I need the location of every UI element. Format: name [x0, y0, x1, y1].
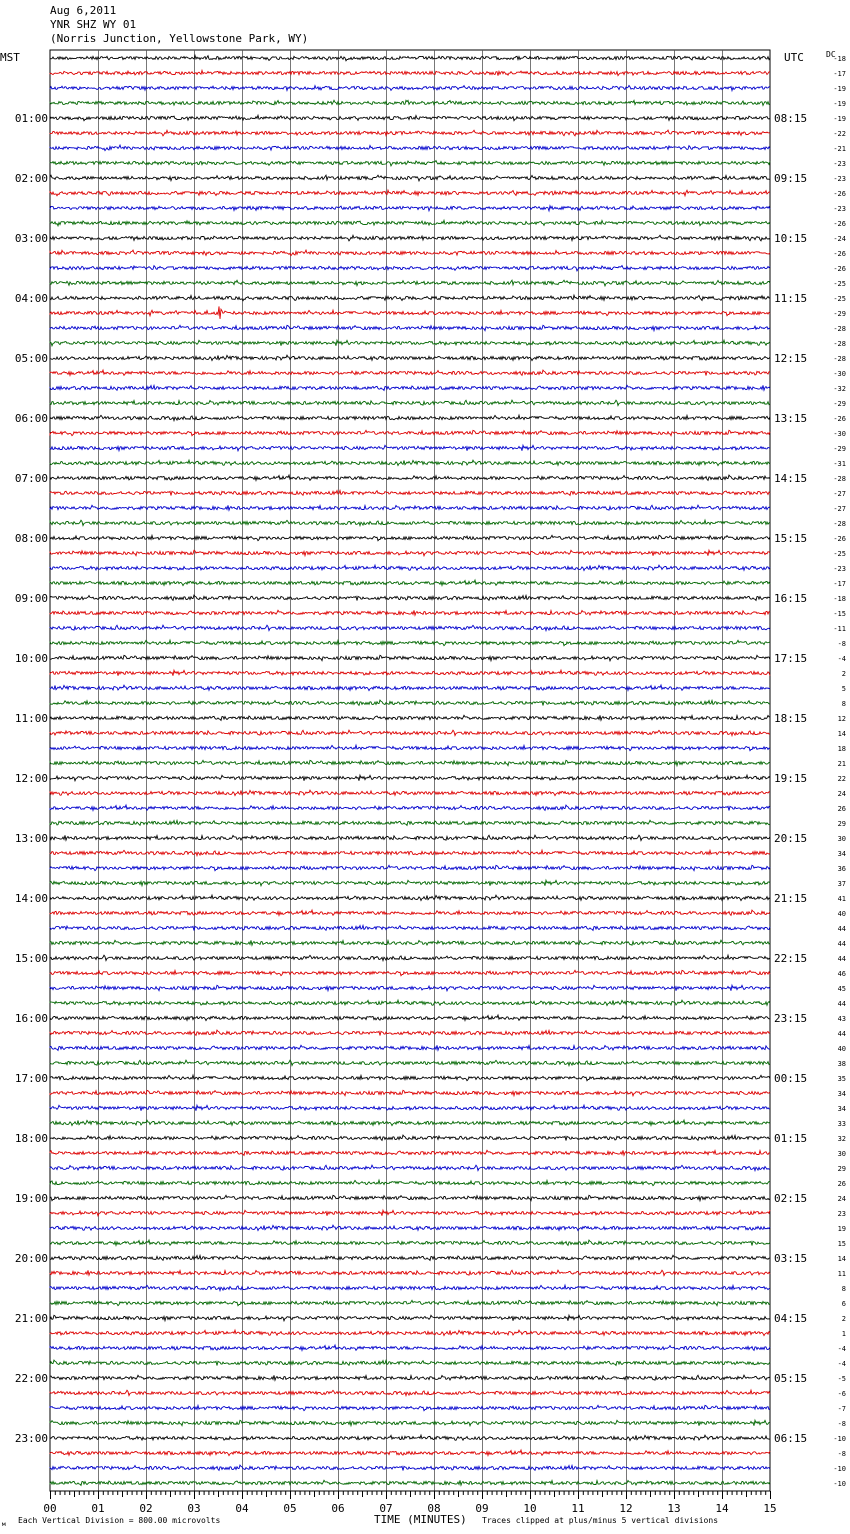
trace-row-30: [50, 505, 770, 510]
dc-offset-label: -30: [833, 370, 846, 378]
trace-row-42: [50, 685, 770, 691]
dc-offset-label: 43: [837, 1015, 846, 1023]
trace-row-27: [50, 460, 770, 465]
trace-row-43: [50, 700, 770, 705]
trace-row-74: [50, 1165, 770, 1170]
trace-row-10: [50, 206, 770, 211]
mst-hour-label: 03:00: [14, 232, 48, 245]
utc-hour-label: 13:15: [774, 412, 808, 425]
dc-offset-label: 44: [837, 925, 846, 933]
dc-offset-label: 5: [841, 685, 846, 693]
mst-hour-label: 14:00: [14, 892, 48, 905]
utc-hour-label: 00:15: [774, 1072, 808, 1085]
trace-row-62: [50, 985, 770, 991]
trace-row-60: [50, 955, 770, 960]
dc-offset-label: 8: [841, 700, 846, 708]
dc-offset-label: -24: [833, 235, 846, 243]
dc-offset-label: -7: [837, 1405, 846, 1413]
trace-row-41: [50, 670, 770, 676]
dc-offset-label: 29: [837, 820, 846, 828]
trace-row-4: [50, 115, 770, 120]
dc-offset-label: 26: [837, 805, 846, 813]
mst-hour-label: 11:00: [14, 712, 48, 725]
dc-offset-label: 2: [841, 1315, 846, 1323]
utc-hour-label: 08:15: [774, 112, 808, 125]
dc-offset-label: -21: [833, 145, 846, 153]
trace-row-11: [50, 220, 770, 226]
dc-offset-label: 14: [837, 1255, 846, 1263]
trace-row-2: [50, 86, 770, 91]
dc-offset-label: 21: [837, 760, 846, 768]
x-tick-label: 14: [715, 1502, 729, 1515]
dc-offset-label: -17: [833, 580, 846, 588]
trace-row-82: [50, 1285, 770, 1290]
dc-offset-label: -10: [833, 1465, 846, 1473]
chart-date: Aug 6,2011: [50, 4, 117, 17]
utc-hour-label: 06:15: [774, 1432, 808, 1445]
trace-row-57: [50, 910, 770, 915]
dc-offset-label: 36: [837, 865, 846, 873]
trace-row-51: [50, 820, 770, 825]
trace-row-7: [50, 161, 770, 166]
dc-offset-label: -6: [837, 1390, 846, 1398]
utc-hour-label: 20:15: [774, 832, 808, 845]
utc-hour-label: 18:15: [774, 712, 808, 725]
dc-offset-label: -18: [833, 595, 846, 603]
dc-offset-label: -19: [833, 100, 846, 108]
trace-row-59: [50, 940, 770, 945]
utc-hour-label: 22:15: [774, 952, 808, 965]
mst-hour-label: 04:00: [14, 292, 48, 305]
dc-offset-label: 34: [837, 850, 846, 858]
trace-row-80: [50, 1255, 770, 1260]
plot-frame: [50, 50, 770, 1491]
trace-row-20: [50, 355, 770, 360]
dc-offset-label: 30: [837, 835, 846, 843]
utc-hour-label: 19:15: [774, 772, 808, 785]
dc-offset-label: 32: [837, 1135, 846, 1143]
trace-row-64: [50, 1015, 770, 1021]
trace-row-45: [50, 730, 770, 735]
dc-offset-label: -22: [833, 130, 846, 138]
dc-offset-label: 1: [841, 1330, 846, 1338]
trace-row-14: [50, 266, 770, 271]
trace-row-87: [50, 1360, 770, 1365]
x-tick-label: 08: [427, 1502, 441, 1515]
trace-row-13: [50, 250, 770, 256]
trace-row-47: [50, 760, 770, 765]
trace-row-18: [50, 325, 770, 330]
utc-hour-label: 16:15: [774, 592, 808, 605]
x-tick-label: 04: [235, 1502, 249, 1515]
dc-offset-label: 33: [837, 1120, 846, 1128]
dc-offset-label: -4: [837, 655, 846, 663]
dc-offset-label: -18: [833, 55, 846, 63]
trace-row-54: [50, 865, 770, 870]
dc-offset-label: -26: [833, 220, 846, 228]
trace-row-16: [50, 295, 770, 301]
utc-hour-label: 02:15: [774, 1192, 808, 1205]
trace-row-77: [50, 1210, 770, 1216]
x-tick-label: 03: [187, 1502, 201, 1515]
dc-offset-label: -29: [833, 310, 846, 318]
dc-offset-label: 26: [837, 1180, 846, 1188]
mst-hour-label: 19:00: [14, 1192, 48, 1205]
trace-row-12: [50, 235, 770, 241]
dc-offset-label: -4: [837, 1345, 846, 1353]
mst-hour-label: 21:00: [14, 1312, 48, 1325]
mst-hour-label: 20:00: [14, 1252, 48, 1265]
dc-offset-label: -26: [833, 190, 846, 198]
footer-scale-text: Each Vertical Division = 800.00 microvolts: [18, 1516, 221, 1525]
trace-row-88: [50, 1375, 770, 1380]
trace-row-46: [50, 745, 770, 751]
dc-offset-label: 44: [837, 940, 846, 948]
dc-offset-label: 44: [837, 955, 846, 963]
trace-row-73: [50, 1150, 770, 1155]
dc-offset-label: -23: [833, 175, 846, 183]
dc-offset-label: -23: [833, 205, 846, 213]
trace-row-69: [50, 1090, 770, 1096]
trace-row-68: [50, 1075, 770, 1081]
trace-row-61: [50, 970, 770, 975]
trace-row-9: [50, 190, 770, 196]
trace-row-56: [50, 895, 770, 900]
dc-offset-label: 12: [837, 715, 846, 723]
left-timezone-label: MST: [0, 51, 20, 64]
dc-offset-label: 46: [837, 970, 846, 978]
trace-row-36: [50, 595, 770, 600]
utc-hour-label: 15:15: [774, 532, 808, 545]
footer-clip-text: Traces clipped at plus/minus 5 vertical divisions: [482, 1516, 719, 1525]
trace-row-25: [50, 430, 770, 435]
x-tick-label: 09: [475, 1502, 489, 1515]
dc-offset-label: 18: [837, 745, 846, 753]
trace-row-90: [50, 1405, 770, 1410]
x-tick-label: 01: [91, 1502, 105, 1515]
trace-row-71: [50, 1120, 770, 1126]
dc-offset-label: -8: [837, 1420, 846, 1428]
dc-offset-label: 38: [837, 1060, 846, 1068]
trace-row-35: [50, 580, 770, 586]
trace-row-95: [50, 1480, 770, 1485]
utc-hour-label: 03:15: [774, 1252, 808, 1265]
mst-hour-label: 13:00: [14, 832, 48, 845]
trace-row-31: [50, 520, 770, 525]
x-tick-label: 06: [331, 1502, 345, 1515]
dc-offset-label: 19: [837, 1225, 846, 1233]
dc-offset-label: -10: [833, 1480, 846, 1488]
trace-row-66: [50, 1045, 770, 1050]
trace-row-58: [50, 926, 770, 931]
trace-row-83: [50, 1300, 770, 1305]
trace-row-5: [50, 130, 770, 136]
dc-offset-label: -25: [833, 280, 846, 288]
trace-row-26: [50, 445, 770, 451]
utc-hour-label: 21:15: [774, 892, 808, 905]
trace-row-79: [50, 1240, 770, 1245]
trace-row-48: [50, 775, 770, 781]
trace-row-84: [50, 1315, 770, 1321]
dc-offset-label: -26: [833, 415, 846, 423]
utc-hour-label: 14:15: [774, 472, 808, 485]
dc-offset-label: -29: [833, 400, 846, 408]
mst-hour-label: 17:00: [14, 1072, 48, 1085]
utc-hour-label: 01:15: [774, 1132, 808, 1145]
utc-hour-label: 10:15: [774, 232, 808, 245]
trace-row-0: [50, 55, 770, 60]
dc-offset-label: -5: [837, 1375, 846, 1383]
trace-row-8: [50, 175, 770, 181]
dc-offset-label: 40: [837, 1045, 846, 1053]
dc-offset-label: -27: [833, 505, 846, 513]
dc-offset-label: 29: [837, 1165, 846, 1173]
mst-hour-label: 23:00: [14, 1432, 48, 1445]
mst-hour-label: 02:00: [14, 172, 48, 185]
dc-label: DC: [826, 50, 836, 59]
dc-offset-label: -28: [833, 340, 846, 348]
dc-offset-label: 37: [837, 880, 846, 888]
trace-row-67: [50, 1060, 770, 1065]
dc-offset-label: 8: [841, 1285, 846, 1293]
utc-hour-label: 11:15: [774, 292, 808, 305]
dc-offset-label: -8: [837, 640, 846, 648]
trace-row-44: [50, 715, 770, 720]
dc-offset-label: 44: [837, 1000, 846, 1008]
dc-offset-label: -26: [833, 535, 846, 543]
mst-hour-label: 05:00: [14, 352, 48, 365]
trace-row-93: [50, 1450, 770, 1456]
dc-offset-label: -28: [833, 355, 846, 363]
trace-row-6: [50, 145, 770, 151]
dc-offset-label: 41: [837, 895, 846, 903]
dc-offset-label: 24: [837, 790, 846, 798]
trace-row-49: [50, 790, 770, 795]
dc-offset-label: -19: [833, 115, 846, 123]
trace-row-91: [50, 1420, 770, 1426]
utc-hour-label: 23:15: [774, 1012, 808, 1025]
dc-offset-label: -27: [833, 490, 846, 498]
trace-row-86: [50, 1345, 770, 1350]
trace-row-23: [50, 400, 770, 405]
trace-row-81: [50, 1270, 770, 1275]
dc-offset-label: -26: [833, 265, 846, 273]
dc-offset-label: -25: [833, 295, 846, 303]
dc-offset-label: -31: [833, 460, 846, 468]
mst-hour-label: 18:00: [14, 1132, 48, 1145]
mst-hour-label: 07:00: [14, 472, 48, 485]
mst-hour-label: 08:00: [14, 532, 48, 545]
dc-offset-label: 23: [837, 1210, 846, 1218]
trace-row-17: [50, 306, 770, 319]
dc-offset-label: -29: [833, 445, 846, 453]
trace-row-29: [50, 491, 770, 496]
mst-hour-label: 10:00: [14, 652, 48, 665]
dc-offset-label: 44: [837, 1030, 846, 1038]
dc-offset-label: 6: [841, 1300, 846, 1308]
dc-offset-label: 15: [837, 1240, 846, 1248]
dc-offset-label: -11: [833, 625, 846, 633]
trace-row-52: [50, 835, 770, 840]
right-timezone-label: UTC: [784, 51, 804, 64]
x-tick-label: 07: [379, 1502, 393, 1515]
utc-hour-label: 12:15: [774, 352, 808, 365]
trace-row-32: [50, 535, 770, 540]
trace-row-28: [50, 475, 770, 480]
trace-row-53: [50, 850, 770, 855]
dc-offset-label: 14: [837, 730, 846, 738]
trace-row-55: [50, 880, 770, 886]
dc-offset-label: -4: [837, 1360, 846, 1368]
dc-offset-label: -28: [833, 520, 846, 528]
trace-row-65: [50, 1030, 770, 1035]
dc-offset-label: 45: [837, 985, 846, 993]
x-tick-label: 13: [667, 1502, 681, 1515]
trace-row-89: [50, 1390, 770, 1395]
utc-hour-label: 04:15: [774, 1312, 808, 1325]
trace-row-38: [50, 625, 770, 630]
dc-offset-label: -25: [833, 550, 846, 558]
trace-row-75: [50, 1180, 770, 1185]
dc-offset-label: -8: [837, 1450, 846, 1458]
dc-offset-label: -15: [833, 610, 846, 618]
x-tick-label: 10: [523, 1502, 537, 1515]
x-tick-label: 15: [763, 1502, 777, 1515]
footer-logo-mark: м: [2, 1521, 6, 1528]
x-tick-label: 12: [619, 1502, 633, 1515]
dc-offset-label: -32: [833, 385, 846, 393]
label-layer: [15, 55, 846, 1515]
utc-hour-label: 09:15: [774, 172, 808, 185]
mst-hour-label: 09:00: [14, 592, 48, 605]
dc-offset-label: 34: [837, 1105, 846, 1113]
dc-offset-label: -10: [833, 1435, 846, 1443]
mst-hour-label: 12:00: [14, 772, 48, 785]
trace-row-1: [50, 70, 770, 75]
trace-row-3: [50, 100, 770, 105]
chart-location: (Norris Junction, Yellowstone Park, WY): [50, 32, 309, 45]
trace-row-15: [50, 280, 770, 286]
mst-hour-label: 16:00: [14, 1012, 48, 1025]
trace-row-39: [50, 640, 770, 646]
trace-row-24: [50, 415, 770, 420]
trace-row-33: [50, 550, 770, 556]
dc-offset-label: 35: [837, 1075, 846, 1083]
dc-offset-label: -26: [833, 250, 846, 258]
dc-offset-label: 22: [837, 775, 846, 783]
dc-offset-label: -23: [833, 565, 846, 573]
dc-offset-label: -28: [833, 475, 846, 483]
trace-row-37: [50, 610, 770, 615]
trace-row-70: [50, 1105, 770, 1111]
dc-offset-label: 24: [837, 1195, 846, 1203]
trace-row-21: [50, 370, 770, 375]
x-axis-title: TIME (MINUTES): [374, 1513, 467, 1526]
dc-offset-label: 11: [837, 1270, 846, 1278]
chart-station: YNR SHZ WY 01: [50, 18, 137, 31]
trace-row-63: [50, 1000, 770, 1005]
mst-hour-label: 22:00: [14, 1372, 48, 1385]
trace-row-85: [50, 1330, 770, 1335]
trace-row-94: [50, 1465, 770, 1470]
utc-hour-label: 17:15: [774, 652, 808, 665]
dc-offset-label: 30: [837, 1150, 846, 1158]
dc-offset-label: -23: [833, 160, 846, 168]
dc-offset-label: -17: [833, 70, 846, 78]
trace-row-76: [50, 1195, 770, 1200]
trace-row-72: [50, 1135, 770, 1140]
dc-offset-label: -28: [833, 325, 846, 333]
trace-row-78: [50, 1225, 770, 1230]
trace-row-92: [50, 1435, 770, 1440]
dc-offset-label: -19: [833, 85, 846, 93]
utc-hour-label: 05:15: [774, 1372, 808, 1385]
trace-row-22: [50, 385, 770, 390]
trace-layer: [50, 55, 770, 1485]
mst-hour-label: 06:00: [14, 412, 48, 425]
dc-offset-label: -30: [833, 430, 846, 438]
x-tick-label: 02: [139, 1502, 153, 1515]
dc-offset-label: 34: [837, 1090, 846, 1098]
x-tick-label: 05: [283, 1502, 297, 1515]
mst-hour-label: 01:00: [14, 112, 48, 125]
x-tick-label: 00: [43, 1502, 57, 1515]
trace-row-40: [50, 655, 770, 661]
trace-row-50: [50, 805, 770, 810]
x-tick-label: 11: [571, 1502, 585, 1515]
trace-row-34: [50, 565, 770, 570]
mst-hour-label: 15:00: [14, 952, 48, 965]
dc-offset-label: 2: [841, 670, 846, 678]
trace-row-19: [50, 340, 770, 346]
dc-offset-label: 40: [837, 910, 846, 918]
